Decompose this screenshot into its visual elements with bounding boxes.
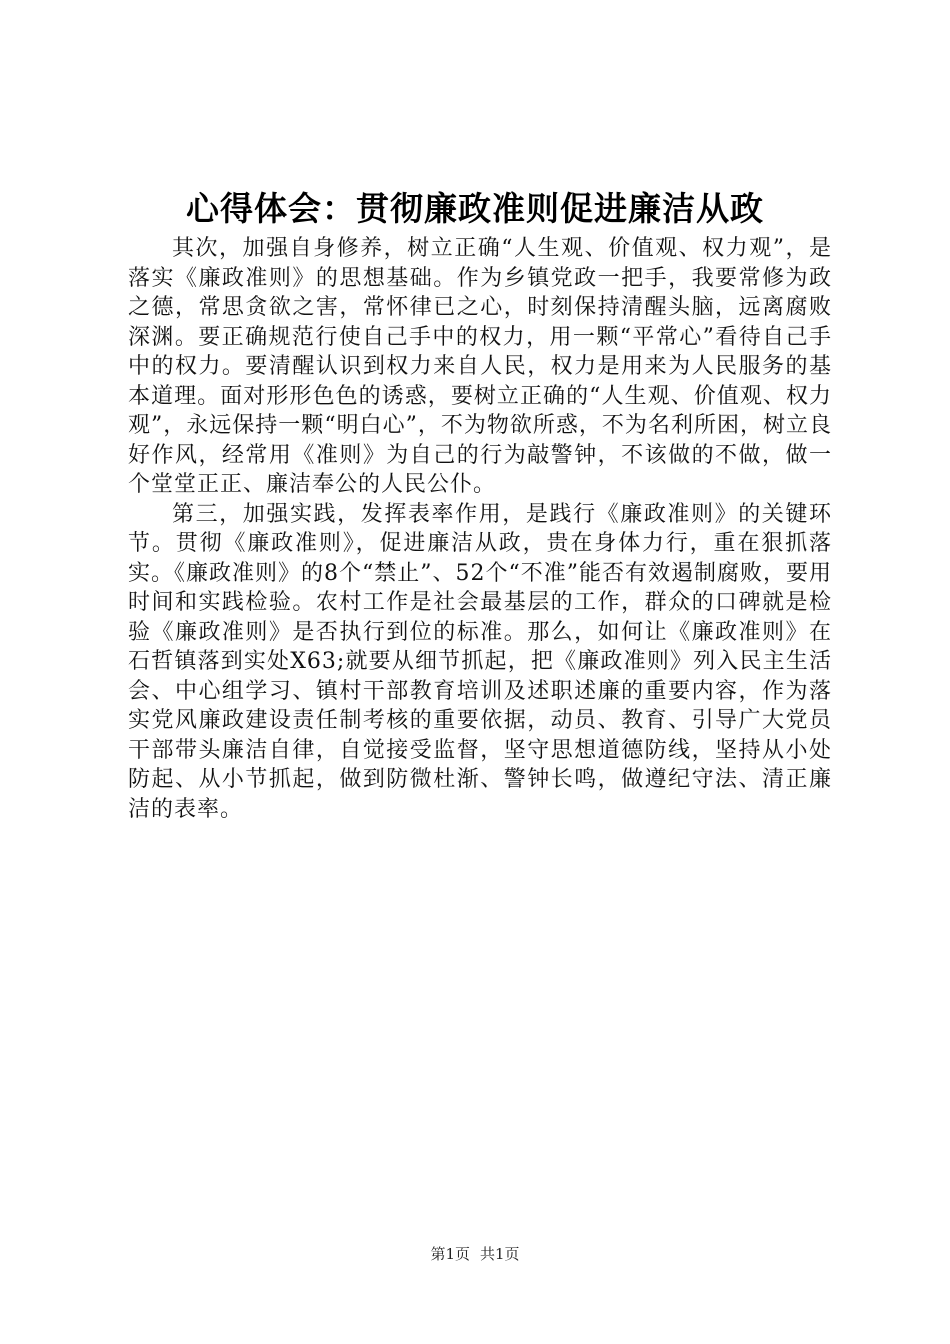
paragraph-1: 其次，加强自身修养，树立正确“人生观、价值观、权力观”，是落实《廉政准则》的思想基础。作为乡镇党政一把手，我要常修为政之德，常思贪欲之害，常怀律已之心，时刻保持清醒头脑，远离腐败深渊。要正确规范行使自己手中的权力，用一颗“平常心”看待自己手中的权力。要清醒认识到权力来自人民，权力是用来为人民服务的基本道理。面对形形色色的诱惑，要树立正确的“人生观、价值观、权力观”，永远保持一颗“明白心”，不为物欲所惑，不为名利所困，树立良好作风，经常用《准则》为自己的行为敲警钟，不该做的不做，做一个堂堂正正、廉洁奉公的人民公仆。 xyxy=(128,236,832,497)
page-number: 第1页 xyxy=(430,1245,470,1263)
page-total: 共1页 xyxy=(480,1245,520,1263)
document-title: 心得体会：贯彻廉政准则促进廉洁从政 xyxy=(186,189,764,228)
page-footer xyxy=(0,1243,950,1265)
document-body xyxy=(128,234,832,824)
paragraph-2: 第三，加强实践，发挥表率作用，是践行《廉政准则》的关键环节。贯彻《廉政准则》，促进廉洁从政，贵在身体力行，重在狠抓落实。《廉政准则》的8个“禁止”、52个“不准”能否有效遏制腐败，要用时间和实践检验。农村工作是社会最基层的工作，群众的口碑就是检验《廉政准则》是否执行到位的标准。那么，如何让《廉政准则》在石哲镇落到实处X63;就要从细节抓起，把《廉政准则》列入民主生活会、中心组学习、镇村干部教育培训及述职述廉的重要内容，作为落实党风廉政建设责任制考核的重要依据，动员、教育、引导广大党员干部带头廉洁自律，自觉接受监督，坚守思想道德防线，坚持从小处防起、从小节抓起，做到防微杜渐、警钟长鸣，做遵纪守法、清正廉洁的表率。 xyxy=(128,501,832,822)
